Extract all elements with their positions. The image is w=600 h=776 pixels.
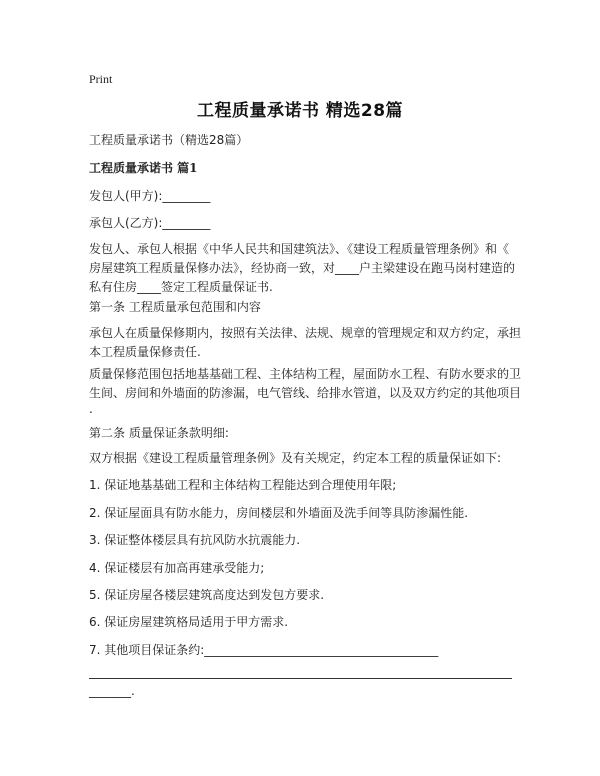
party-b-line: 承包人(乙方):________ (89, 216, 211, 230)
guarantee-item: 3. 保证整体楼层具有抗风防水抗震能力. (89, 533, 301, 547)
intro-line-3: 私有住房____签定工程质量保证书. (89, 280, 273, 294)
intro-line-1: 发包人、承包人根据《中华人民共和国建筑法》、《建设工程质量管理条例》和《 (89, 242, 510, 256)
intro-line-2: 房屋建筑工程质量保修办法》，经协商一致，对____户主梁建设在跑马岗村建造的 (89, 261, 516, 275)
article-1-para-2-line-1: 质量保修范围包括地基基础工程、主体结构工程，屋面防水工程、有防水要求的卫 (89, 367, 522, 381)
guarantee-item: 4. 保证楼层有加高再建承受能力; (89, 561, 265, 575)
article-1-para-2-line-2: 生间、房间和外墙面的防渗漏，电气管线、给排水管道，以及双方约定的其他项目 (89, 386, 522, 400)
guarantee-item: 5. 保证房屋各楼层建筑高度达到发包方要求. (89, 588, 325, 602)
article-1-para-1-line-1: 承包人在质量保修期内，按照有关法律、法规、规章的管理规定和双方约定，承担 (89, 326, 522, 340)
guarantee-item: 7. 其他项目保证条约:_______________________________________ (89, 643, 439, 657)
guarantee-item: 2. 保证屋面具有防水能力，房间楼层和外墙面及洗手间等具防渗漏性能. (89, 506, 469, 520)
article-2-intro: 双方根据《建设工程质量管理条例》及有关规定，约定本工程的质量保证如下: (89, 451, 502, 465)
print-label[interactable]: Print (89, 72, 113, 86)
document-title: 工程质量承诺书 精选28篇 (196, 101, 404, 121)
article-1-para-1-line-2: 本工程质量保修责任. (89, 345, 201, 359)
fill-in-rule (89, 678, 512, 679)
trailing-blank: _______. (89, 684, 135, 698)
section-heading: 工程质量承诺书 篇1 (89, 161, 198, 175)
article-1-para-2-line-3: . (89, 402, 93, 416)
guarantee-item: 1. 保证地基基础工程和主体结构工程能达到合理使用年限; (89, 478, 397, 492)
guarantee-item: 6. 保证房屋建筑格局适用于甲方需求. (89, 615, 289, 629)
article-2-title: 第二条 质量保证条款明细: (89, 426, 229, 440)
article-1-title: 第一条 工程质量承包范围和内容 (89, 300, 261, 314)
party-a-line: 发包人(甲方):________ (89, 189, 211, 203)
document-subtitle: 工程质量承诺书（精选28篇） (89, 133, 249, 147)
